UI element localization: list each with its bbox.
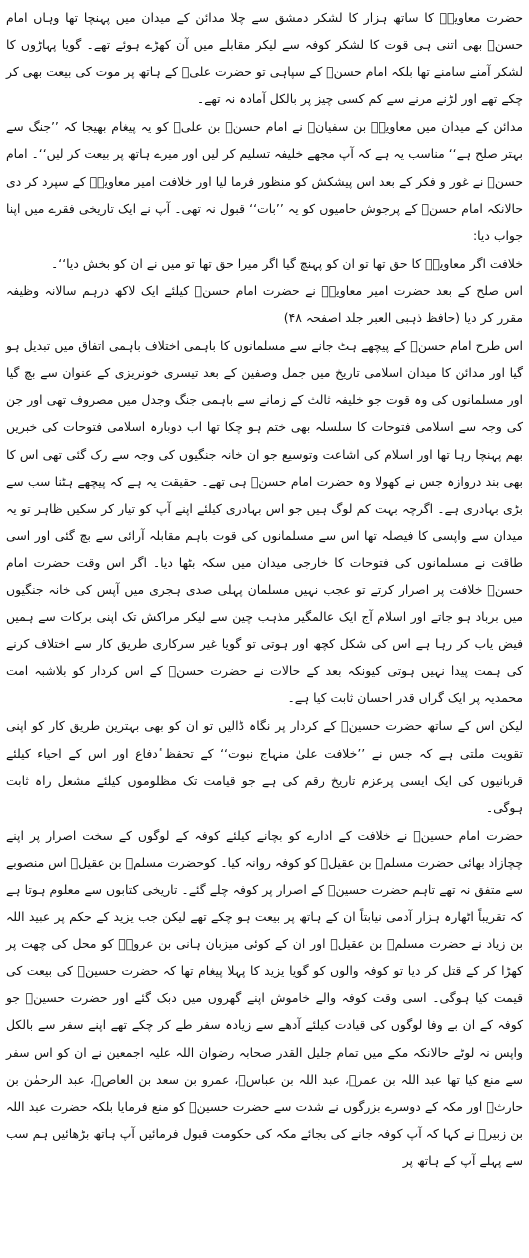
paragraph-kufa-journey: حضرت امام حسینؓ نے خلافت کے ادارے کو بچانے کیلئے کوفہ کے لوگوں کے سخت اصرار پر اپنے چچازاد بھائی حضرت مسلمؓ بن عقیلؓ کو کوفہ روانہ کیا۔ کوحضرت مسلمؓ بن عقیلؓ اس منصوبے سے متفق نہ تھے تاہم حضرت حسینؓ کے اصرار پر کوفہ چلے گئے۔ تاریخی کتابوں سے معلوم ہوتا ہے کہ تقریباً اٹھارہ ہزار آدمی نیابتاً ان کے ہاتھ پر بیعت ہو چکے تھے لیکن جب یزید کے حکم پر عبید اللہ بن زیاد نے حضرت مسلمؓ بن عقیلؓ اور ان کے کوئی میزبان ہانی بن عروہؓ کو محل کی چھت پر کھڑا کر کے قتل کر دیا تو کوفہ والوں کو گویا یزید کا پہلا پیغام تھا کہ حضرت حسینؓ کی بیعت کی قیمت کیا ہوگی۔ اسی وقت کوفہ والے خاموش اپنے گھروں میں دبک گئے اور حضرت حسینؓ جو کوفہ کے ان بے وفا لوگوں کی قیادت کیلئے آدھے سے زیادہ سفر طے کر چکے تھے اپنے سفر سے بالکل واپس نہ لوٹے حالانکہ مکے میں تمام جلیل القدر صحابہ رضوان اللہ علیہ اجمعین نے ان کو اس سفر سے منع کیا تھا عبد اللہ بن عمرؓ، عبد اللہ بن عباسؓ، عمرو بن سعد بن العاصؓ، عبد الرحمٰن بن حارثؓ اور مکہ کے دوسرے بزرگوں نے شدت سے حضرت حسینؓ کو منع فرمایا بلکہ حضرت عبد اللہ بن زبیرؓ نے کہا کہ آپ کوفہ جانے کی بجائے مکہ کی حکومت قبول فرمائیں آپ ہاتھ بڑھائیں ہم سب سے پہلے آپ کے ہاتھ پر: [6, 827, 523, 1168]
paragraph-muawiya-army: حضرت معاویہؓ کا ساتھ ہزار کا لشکر دمشق سے چلا مدائن کے میدان میں پہنچا تھا وہاں امام حسنؓ بھی اتنی ہی قوت کا لشکر کوفہ سے لیکر مقابلے میں آن کھڑے ہوئے تھے۔ گویا پہاڑوں کا لشکر آمنے سامنے تھا بلکہ امام حسنؓ کے سپاہی تو حضرت علیؓ کے ہاتھ پر موت کی بیعت بھی کر چکے تھے اور لڑنے مرنے سے کم کسی چیز پر بالکل آمادہ نہ تھے۔: [6, 10, 523, 107]
paragraph-unity: اس طرح امام حسنؓ کے پیچھے ہٹ جانے سے مسلمانوں کا باہمی اختلاف باہمی اتفاق میں تبدیل ہو گیا اور مدائن کا میدان اسلامی تاریخ میں جمل وصفین کے بعد تیسری خونریزی کے عنوان سے بچ گیا اور مسلمانوں کی وہ قوت جو خلیفہ ثالث کے زمانے سے باہمی جنگ وجدل میں مصروف تھی اور جن کی وجہ سے اسلامی فتوحات کا سلسلہ بھی ختم ہو چکا تھا اب دوبارہ اسلامی فتوحات کی خبریں بھم پہنچا رہا تھا اور اسلام کی اشاعت وتوسیع جو ان خانہ جنگیوں کی وجہ سے رک گئی تھی اس کا بھی بند دروازہ جس نے کھولا وہ حضرت امام حسنؓ ہی تھے۔ حقیقت یہ ہے کہ پیچھے ہٹنا سب سے بڑی بہادری ہے۔ اگرچہ بہت کم لوگ ہیں جو اس بہادری کیلئے اپنے آپ کو تیار کر سکیں ظاہر تو یہ میدان سے واپسی کا فیصلہ تھا اس سے مسلمانوں کی قوت باہم مقابلہ آرائی سے بچ گئی اور اسی طاقت نے مسلمانوں کی فتوحات کا خارجی میدان میں سکہ بٹھا دیا۔ اگر اس وقت حضرت امام حسنؓ خلافت پر اصرار کرتے تو عجب نہیں مسلمان پہلی صدی ہجری میں آپس کی خانہ جنگیوں میں برباد ہو جاتے اور اسلام آج ایک عالمگیر مذہب چین سے لیکر مراکش تک اپنی برکات سے ہمیں فیض یاب کر رہا ہے اس کی شکل کچھ اور ہوتی تو گویا غیر سرکاری طریق کار سے اختلاف کرنے کی ہمت پیدا نہیں ہوتی کیونکہ بعد کے حالات نے حضرت حسنؓ کے اس کردار کو بلاشبہ امت محمدیہ پر ایک گراں قدر احسان ثابت کیا ہے۔: [6, 338, 523, 706]
paragraph-quote-caliphate: خلافت اگر معاویہؓ کا حق تھا تو ان کو پہنچ گیا اگر میرا حق تھا تو میں نے ان کو بخش دیا‘‘۔: [51, 255, 523, 271]
paragraph-madain-message: مدائن کے میدان میں معاویہؓ بن سفیانؓ نے امام حسنؓ بن علیؓ کو یہ پیغام بھیجا کہ ’’جنگ سے بہتر صلح ہے‘‘ مناسب یہ ہے کہ آپ مجھے خلیفہ تسلیم کر لیں اور میرے ہاتھ پر بیعت کر لیں‘‘۔ امام حسنؓ نے غور و فکر کے بعد اس پیشکش کو منظور فرما لیا اور خلافت امیر معاویہؓ کے سپرد کر دی حالانکہ امام حسنؓ کے پرجوش حامیوں کو یہ ’’بات‘‘ قبول نہ تھی۔ آپ نے ایک تاریخی فقرے میں اپنا جواب دیا:: [6, 119, 523, 243]
paragraph-stipend: اس صلح کے بعد حضرت امیر معاویہؓ نے حضرت امام حسنؓ کیلئے ایک لاکھ درہم سالانہ وظیفہ مقرر کر دیا (حافظ ذہبی العبر جلد اصفحہ ۴۸): [6, 282, 523, 326]
paragraph-husain-character: لیکن اس کے ساتھ حضرت حسینؓ کے کردار پر نگاہ ڈالیں تو ان کو بھی بہترین طریق کار کو اپنی تقویت ملتی ہے کہ جس نے ’’خلافت علیٰ منہاج نبوت‘‘ کے تحفظ ٔدفاع اور اس کے احیاء کیلئے قربانیوں کی ایک ایسی پرعزم تاریخ رقم کی ہے جو قیامت تک مظلوموں کیلئے مشعل راہ ثابت ہوگی۔: [6, 718, 523, 815]
